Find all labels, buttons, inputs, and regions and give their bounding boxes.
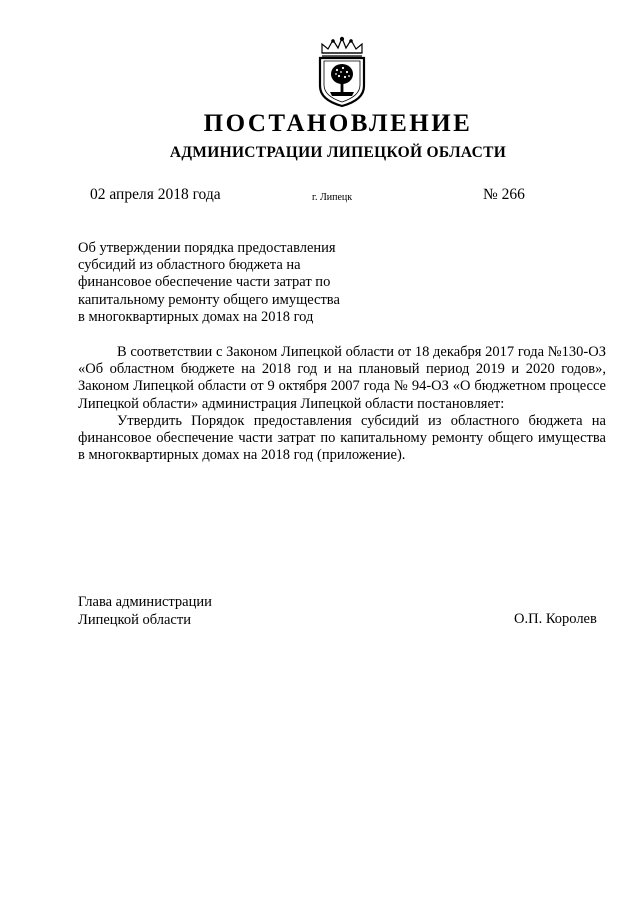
heading-line: в многоквартирных домах на 2018 год [78, 308, 314, 325]
document-date: 02 апреля 2018 года [90, 186, 221, 203]
document-body [78, 344, 606, 464]
body-paragraph-preamble: В соответствии с Законом Липецкой области от 18 декабря 2017 года №130-ОЗ «Об областном бюджете на 2018 год и на плановый период 2019 и 2020 годов», Законом Липецкой области от 9 октября 2007 года № 94-ОЗ «О бюджетном процессе Липецкой области» администрация Липецкой области постановляет: [78, 344, 606, 412]
document-heading [78, 240, 378, 326]
heading-line: субсидий из областного бюджета на [78, 257, 301, 274]
document-city: г. Липецк [312, 192, 353, 203]
document-subtitle: АДМИНИСТРАЦИИ ЛИПЕЦКОЙ ОБЛАСТИ [169, 144, 507, 161]
heading-line: капитальному ремонту общего имущества [78, 291, 340, 308]
signatory-position-line: Липецкой области [78, 611, 191, 628]
document-title: ПОСТАНОВЛЕНИЕ [203, 110, 473, 137]
body-paragraph-resolution: Утвердить Порядок предоставления субсидий из областного бюджета на финансовое обеспечение части затрат по капитальному ремонту общего имущества в многоквартирных домах на 2018 год (приложение). [78, 412, 606, 464]
signatory-position [78, 594, 212, 629]
signatory-position-line: Глава администрации [78, 594, 212, 610]
signatory-name: О.П. Королев [514, 611, 597, 627]
heading-line: Об утверждении порядка предоставления [78, 240, 336, 256]
heading-line: финансовое обеспечение части затрат по [78, 274, 331, 291]
coat-of-arms-icon [312, 36, 372, 108]
document-number: № 266 [483, 186, 525, 203]
